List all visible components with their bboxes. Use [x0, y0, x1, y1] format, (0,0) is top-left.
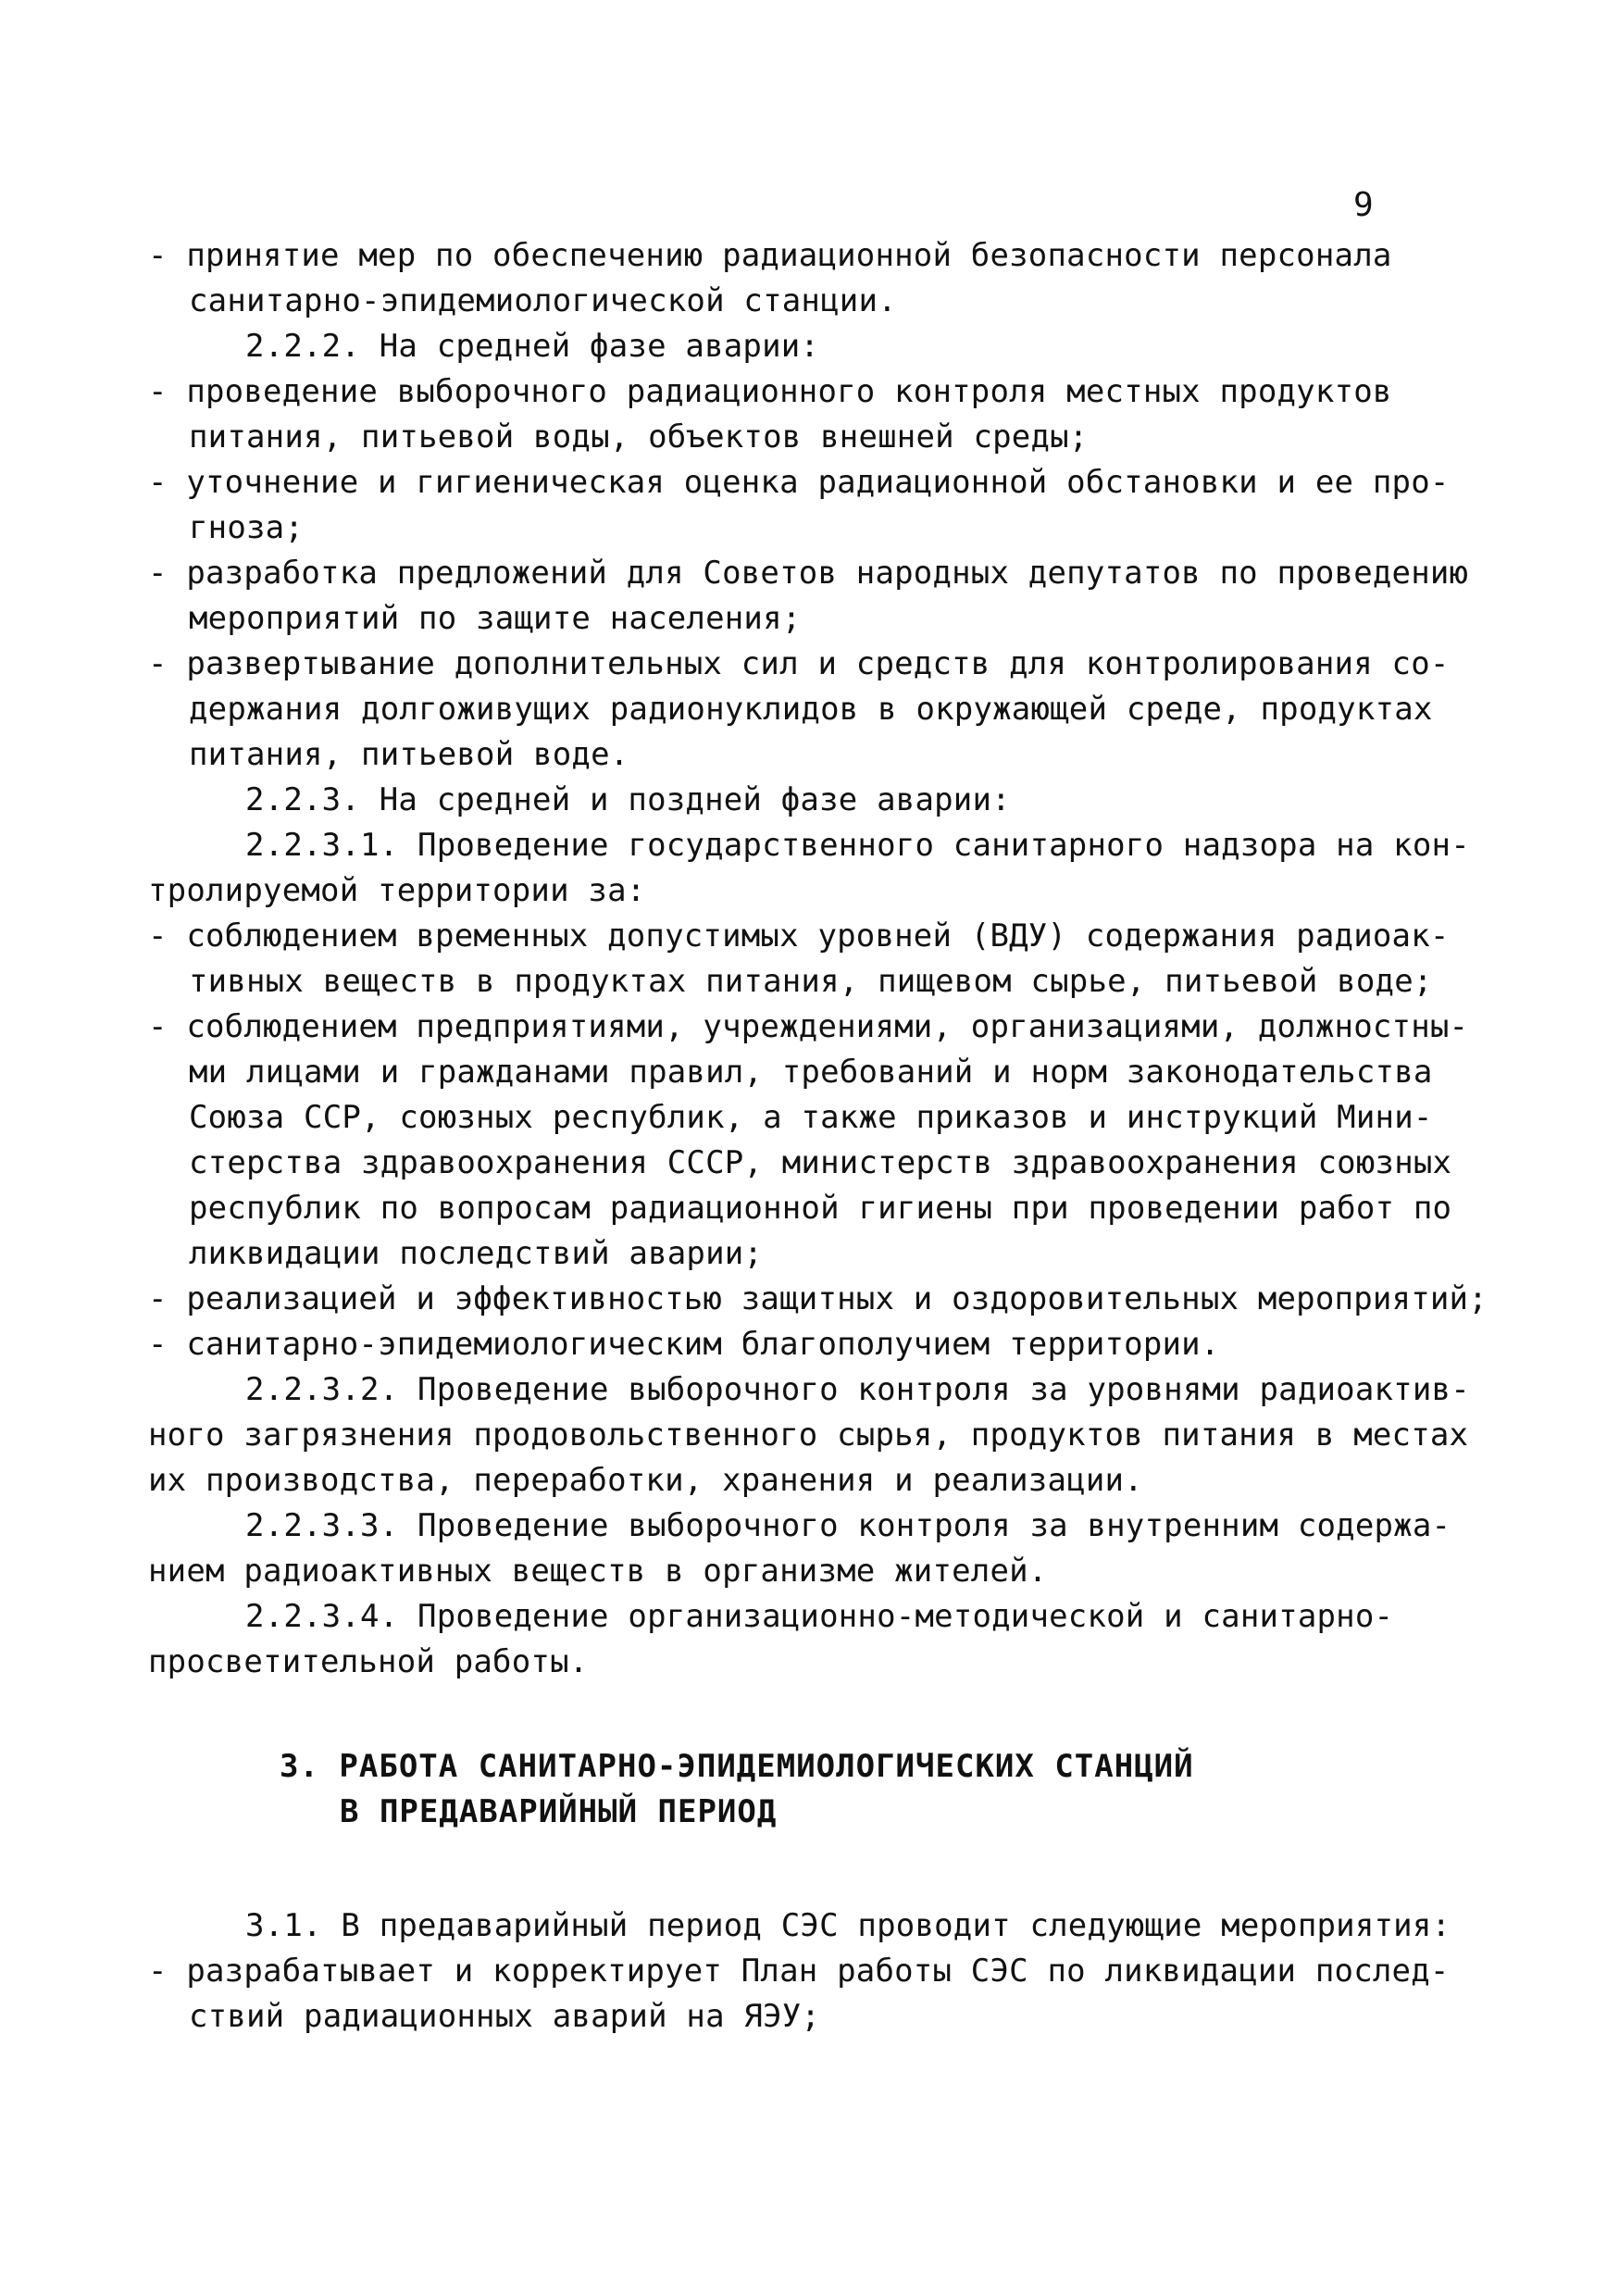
section-3-body: [148, 1903, 1500, 2040]
section-3-heading-line1: 3. РАБОТА САНИТАРНО-ЭПИДЕМИОЛОГИЧЕСКИХ СТАНЦИЙ: [280, 1748, 1194, 1785]
text-line: - реализацией и эффективностью защитных и оздоровительных мероприятий;: [148, 1280, 1488, 1317]
document-body: [148, 233, 1500, 2040]
text-line: ного загрязнения продовольственного сырья, продуктов питания в местах: [148, 1416, 1469, 1454]
text-line: 2.2.3.1. Проведение государственного санитарного надзора на кон-: [245, 827, 1470, 864]
text-line: - проведение выборочного радиационного контроля местных продуктов: [148, 373, 1392, 410]
text-line: санитарно-эпидемиологической станции.: [189, 282, 897, 319]
text-line: - разрабатывает и корректирует План работы СЭС по ликвидации послед-: [148, 1953, 1450, 1990]
text-line: - соблюдением предприятиями, учреждениями, организациями, должностны-: [148, 1008, 1469, 1045]
text-line: просветительной работы.: [148, 1643, 589, 1680]
section-3-heading: [148, 1744, 1500, 1835]
text-line: - соблюдением временных допустимых уровней (ВДУ) содержания радиоак-: [148, 917, 1450, 955]
text-line: - санитарно-эпидемиологическим благополучием территории.: [148, 1326, 1220, 1363]
text-line: 2.2.3.4. Проведение организационно-методической и санитарно-: [245, 1598, 1394, 1635]
text-line: 3.1. В предаварийный период СЭС проводит следующие мероприятия:: [245, 1907, 1451, 1944]
section-3-heading-line2: В ПРЕДАВАРИЙНЫЙ ПЕРИОД: [340, 1793, 778, 1830]
text-line: тивных веществ в продуктах питания, пищевом сырье, питьевой воде;: [189, 963, 1433, 1000]
text-line: ствий радиационных аварий на ЯЭУ;: [189, 1998, 821, 2035]
text-line: ликвидации последствий аварии;: [189, 1235, 764, 1272]
section-heading-2-2-3: 2.2.3. На средней и поздней фазе аварии:: [245, 781, 1011, 818]
text-line: нием радиоактивных веществ в организме жителей.: [148, 1553, 1048, 1590]
text-line: республик по вопросам радиационной гигиены при проведении работ по: [189, 1190, 1452, 1227]
text-line: ми лицами и гражданами правил, требований и норм законодательства: [189, 1054, 1433, 1091]
text-line: - разработка предложений для Советов народных депутатов по проведению: [148, 555, 1469, 592]
page-number: 9: [1353, 186, 1374, 224]
text-line: - принятие мер по обеспечению радиационной безопасности персонала: [148, 237, 1392, 274]
text-line: питания, питьевой воде.: [189, 736, 629, 773]
text-line: питания, питьевой воды, объектов внешней среды;: [189, 418, 1089, 455]
text-line: мероприятий по защите населения;: [189, 600, 802, 637]
text-line: - развертывание дополнительных сил и средств для контролирования со-: [148, 645, 1450, 682]
text-line: гноза;: [189, 509, 305, 546]
text-line: 2.2.3.3. Проведение выборочного контроля за внутренним содержа-: [245, 1507, 1451, 1544]
text-line: Союза ССР, союзных республик, а также приказов и инструкций Мини-: [189, 1099, 1433, 1136]
text-line: стерства здравоохранения СССР, министерств здравоохранения союзных: [189, 1144, 1452, 1181]
text-line: тролируемой территории за:: [148, 872, 646, 909]
text-line: 2.2.3.2. Проведение выборочного контроля за уровнями радиоактив-: [245, 1371, 1470, 1408]
text-line: их производства, переработки, хранения и реализации.: [148, 1462, 1143, 1499]
text-line: держания долгоживущих радионуклидов в окружающей среде, продуктах: [189, 691, 1433, 728]
section-heading-2-2-2: 2.2.2. На средней фазе аварии:: [245, 328, 820, 365]
text-line: - уточнение и гигиеническая оценка радиационной обстановки и ее про-: [148, 464, 1450, 501]
